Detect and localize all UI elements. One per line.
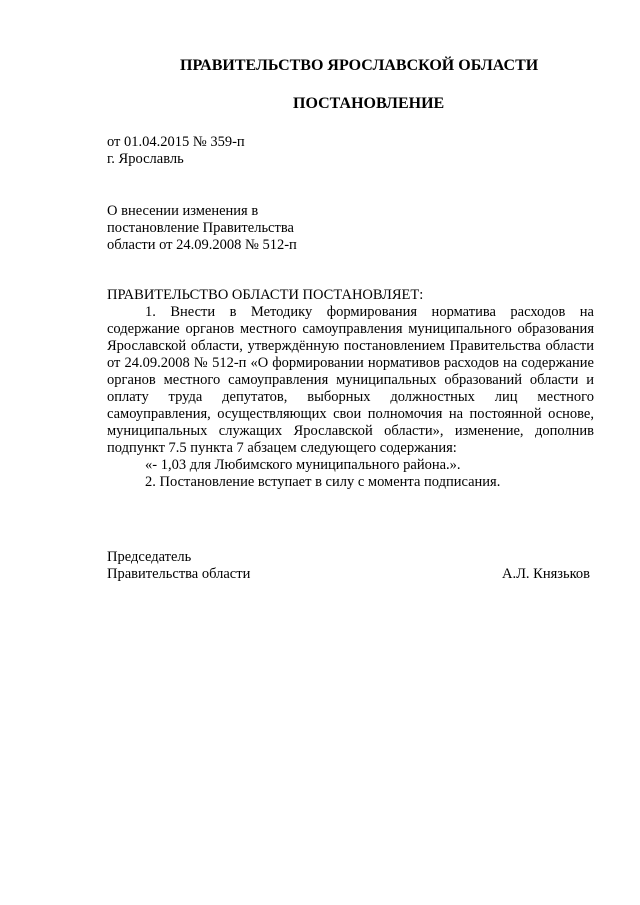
signature-row: [107, 566, 590, 583]
subject-line-3: области от 24.09.2008 № 512-п: [107, 237, 297, 253]
subject-line-2: постановление Правительства: [107, 220, 294, 236]
document-type-title: ПОСТАНОВЛЕНИЕ: [293, 95, 445, 112]
item-2-paragraph: 2. Постановление вступает в силу с момента подписания.: [145, 474, 501, 490]
quoted-addition: «- 1,03 для Любимского муниципального района.».: [145, 457, 461, 473]
document-subject: [107, 203, 297, 254]
resolution-heading: ПРАВИТЕЛЬСТВО ОБЛАСТИ ПОСТАНОВЛЯЕТ:: [107, 287, 424, 303]
subject-line-1: О внесении изменения в: [107, 203, 259, 219]
signer-position-line-2: Правительства области: [107, 566, 251, 582]
signer-name: А.Л. Князьков: [501, 566, 590, 582]
signature-block: [107, 549, 590, 583]
document-body: [107, 287, 594, 491]
item-1-paragraph: 1. Внести в Методику формирования норматива расходов на содержание органов местного самоуправления муниципального образования Ярославской области, утверждённую постановлением Правительства области от 24.09.2008 № 512-п «О формировании нормативов расходов на содержание органов местного самоуправления муниципальных образований области и оплату труда депутатов, выборных должностных лиц местного самоуправления, осуществляющих свои полномочия на постоянной основе, муниципальных служащих Ярославской области», изменение, дополнив подпункт 7.5 пункта 7 абзацем следующего содержания:: [107, 304, 594, 456]
signer-position-line-1: Председатель: [107, 549, 192, 565]
document-meta: [107, 134, 245, 168]
date-number: от 01.04.2015 № 359-п: [107, 134, 245, 150]
government-title: ПРАВИТЕЛЬСТВО ЯРОСЛАВСКОЙ ОБЛАСТИ: [180, 57, 539, 74]
city: г. Ярославль: [107, 151, 184, 167]
